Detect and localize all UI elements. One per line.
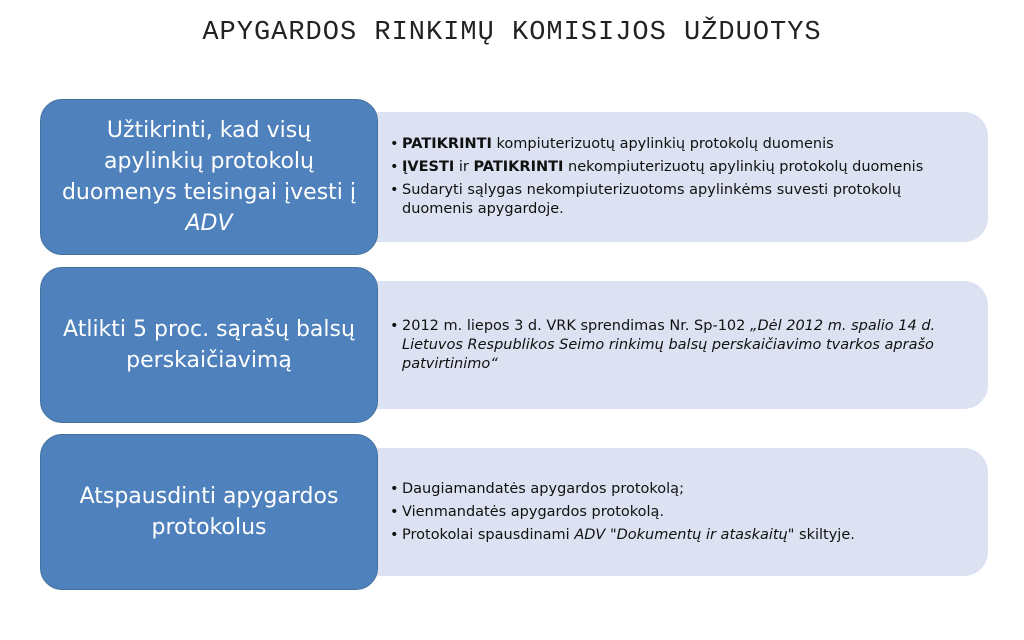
bullet-icon: •	[390, 159, 399, 175]
list-item	[390, 480, 855, 499]
task-details-print	[368, 448, 988, 576]
bullet-icon: •	[390, 503, 399, 520]
emphasis-text: ĮVESTI	[402, 159, 455, 175]
bullet-icon: •	[390, 317, 399, 334]
task-text: Užtikrinti, kad visų apylinkių protokolų duomenys teisingai įvesti į	[61, 118, 357, 205]
bullet-list	[390, 135, 972, 219]
task-box-print	[40, 434, 378, 590]
list-item	[390, 158, 972, 177]
item-text: Protokolai spausdinami	[402, 526, 575, 543]
bullet-icon: •	[390, 182, 399, 198]
task-details-verify	[368, 112, 988, 242]
list-item	[390, 317, 972, 374]
item-text: kompiuterizuotų apylinkių protokolų duomenis	[491, 136, 834, 152]
item-text-italic: ADV "Dokumentų ir ataskaitų"	[574, 526, 795, 543]
item-text: Daugiamandatės apygardos protokolą;	[402, 480, 684, 497]
task-details-recount	[368, 281, 988, 409]
bullet-icon: •	[390, 480, 399, 497]
item-text: nekompiuterizuotų apylinkių protokolų duomenis	[563, 159, 924, 175]
bullet-list	[390, 480, 855, 545]
list-item	[390, 181, 972, 219]
task-text: Atspausdinti apygardos protokolus	[79, 484, 339, 540]
list-item	[390, 526, 855, 545]
task-text-italic: ADV	[185, 211, 233, 236]
item-text: ir	[454, 159, 474, 175]
item-text: skiltyje.	[794, 526, 855, 543]
item-text-italic: „Dėl 2012 m. spalio 14 d. Lietuvos Respublikos Seimo rinkimų balsų perskaičiavimo tvarkos aprašo patvirtinimo“	[402, 317, 936, 372]
bullet-list	[390, 317, 972, 374]
task-text: Atlikti 5 proc. sąrašų balsų perskaičiavimą	[63, 317, 355, 373]
task-box-recount	[40, 267, 378, 423]
list-item	[390, 503, 855, 522]
bullet-icon: •	[390, 136, 399, 152]
slide-title: APYGARDOS RINKIMŲ KOMISIJOS UŽDUOTYS	[202, 18, 822, 48]
task-box-verify-data	[40, 99, 378, 255]
bullet-icon: •	[390, 526, 399, 543]
emphasis-text: PATIKRINTI	[473, 159, 564, 175]
item-text: Vienmandatės apygardos protokolą.	[402, 503, 665, 520]
emphasis-text: PATIKRINTI	[402, 136, 492, 152]
list-item	[390, 135, 972, 154]
item-text: 2012 m. liepos 3 d. VRK sprendimas Nr. Sp-102	[402, 317, 750, 334]
item-text: Sudaryti sąlygas nekompiuterizuotoms apylinkėms suvesti protokolų duomenis apygardoje.	[402, 182, 902, 217]
